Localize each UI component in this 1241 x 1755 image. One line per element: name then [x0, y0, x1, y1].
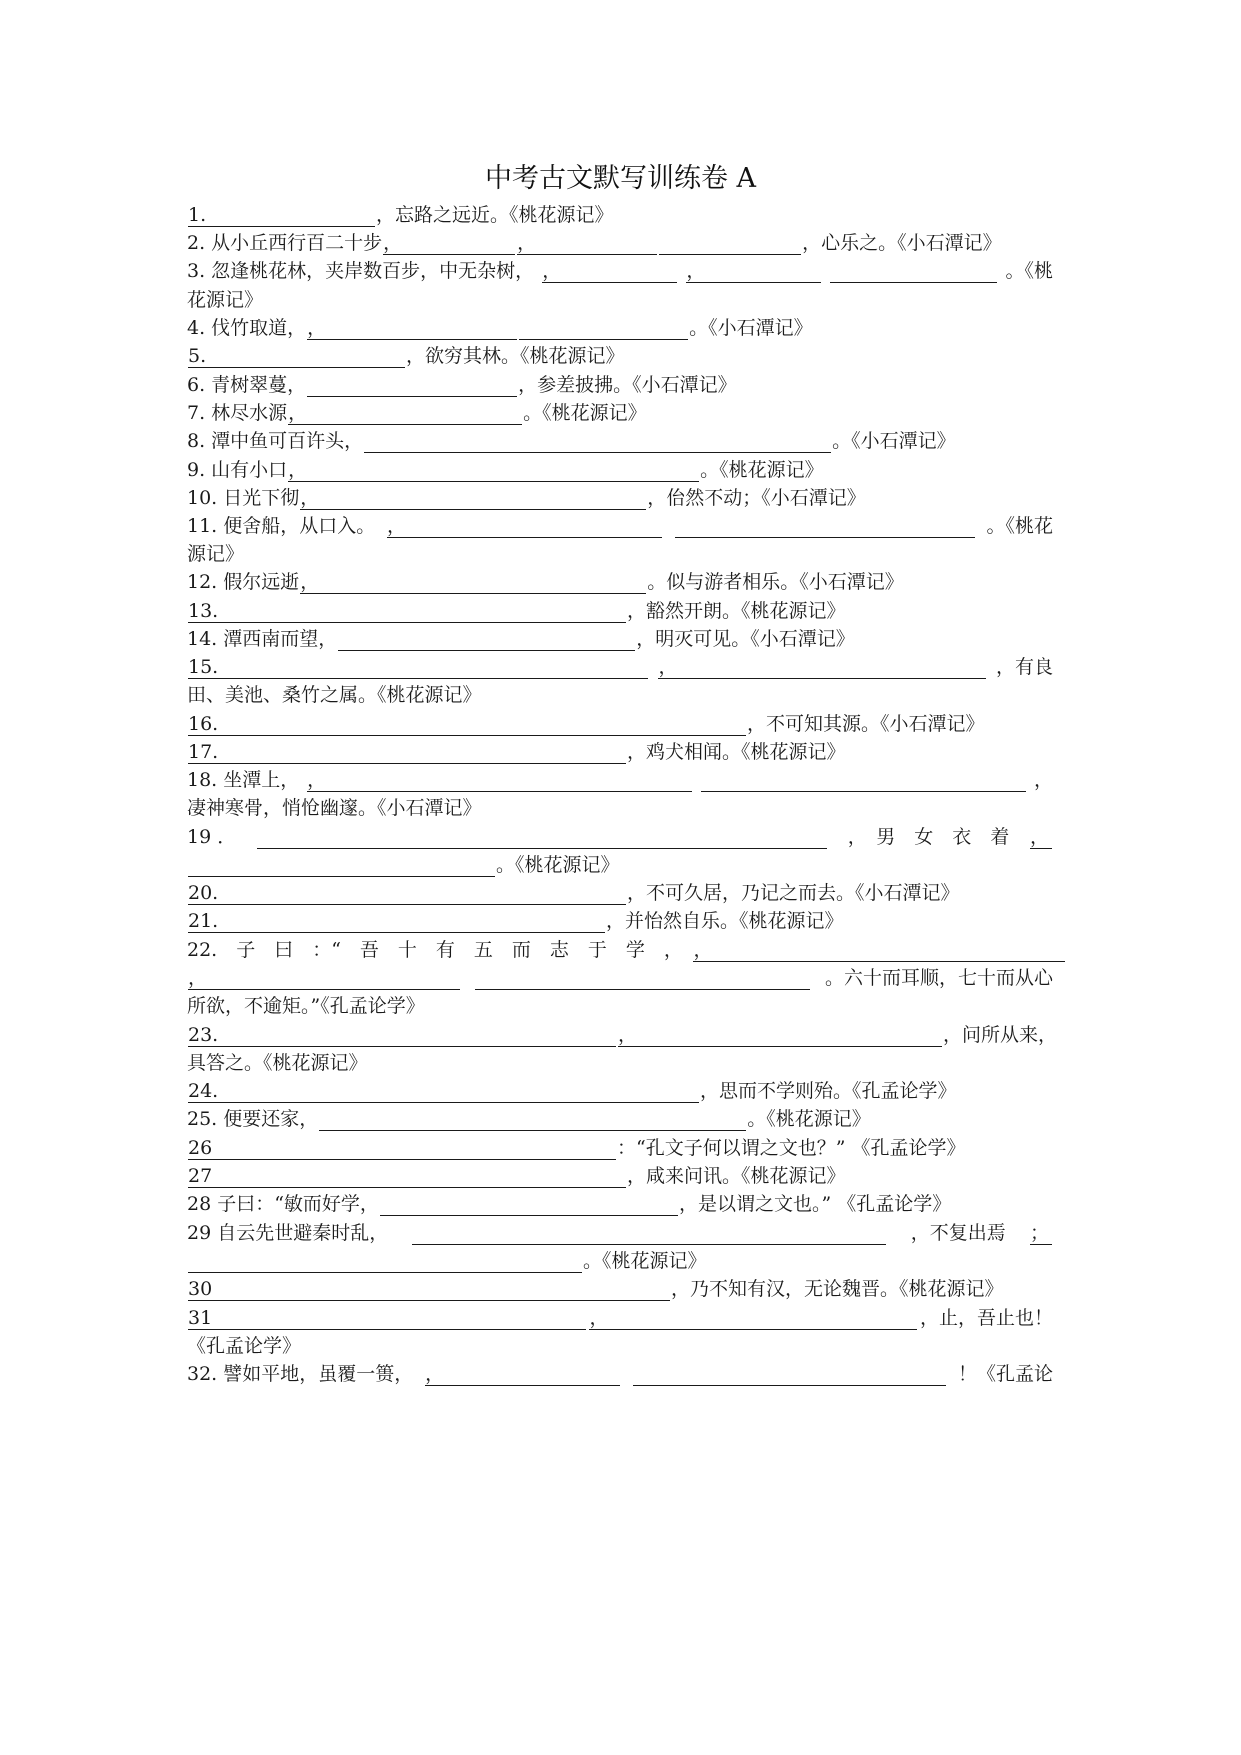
answer-blank	[380, 1193, 678, 1216]
line-text: 2. 从小丘西行百二十步	[187, 232, 383, 254]
exercise-line	[187, 455, 1053, 486]
line-text: 29 自云先世避秦时乱，	[187, 1222, 389, 1244]
answer-blank: 23.	[188, 1024, 616, 1047]
line-text: 10. 日光下彻	[187, 487, 300, 509]
answer-blank: 24.	[188, 1080, 699, 1103]
line-text: 。《桃花源记》	[523, 402, 647, 424]
line-text: ，参差披拂。《小石潭记》	[518, 374, 737, 396]
line-text: ！《孔孟论	[957, 1363, 1053, 1385]
exercise-line	[187, 906, 1053, 937]
exercise-line	[187, 935, 1053, 966]
answer-blank: 17.	[188, 741, 626, 764]
answer-blank: 13.	[188, 600, 626, 623]
exercise-line	[187, 680, 1053, 711]
answer-blank	[830, 260, 997, 283]
line-text: 22. 子 曰 ：“ 吾 十 有 五 而 志 于 学 ，	[187, 939, 693, 961]
answer-blank	[519, 317, 688, 340]
line-text: 。《桃花源记》	[496, 854, 620, 876]
line-text: 7. 林尽水源	[187, 402, 288, 424]
answer-blank: ，	[307, 317, 517, 340]
exercise-line	[187, 1274, 1053, 1305]
answer-blank: ，	[288, 402, 522, 425]
line-text: 3. 忽逢桃花林，夹岸数百步，中无杂树，	[187, 260, 535, 282]
line-text: ，有良	[995, 656, 1053, 678]
line-text: ，豁然开朗。《桃花源记》	[627, 600, 846, 622]
line-text: ，并怡然自乐。《桃花源记》	[606, 910, 844, 932]
exercise-line	[187, 256, 1053, 287]
line-text: 14. 潭西南而望，	[187, 628, 338, 650]
answer-blank: 16.	[188, 713, 746, 736]
answer-blank: 27	[188, 1165, 626, 1188]
exercise-line	[187, 1303, 1053, 1334]
line-text: ，不可久居，乃记之而去。《小石潭记》	[627, 882, 960, 904]
line-text: ，明灭可见。《小石潭记》	[636, 628, 855, 650]
answer-blank: ，	[300, 571, 646, 594]
answer-blank: ，	[425, 1363, 620, 1386]
exercise-line	[187, 1331, 1053, 1362]
line-text: 所欲，不逾矩。”《孔孟论学》	[187, 995, 425, 1017]
exercise-line	[187, 1359, 1053, 1390]
answer-blank	[364, 430, 831, 453]
line-text: 。《桃花源记》	[583, 1250, 707, 1272]
exercise-line	[187, 426, 1053, 457]
exercise-line	[187, 765, 1053, 796]
exercise-line	[187, 398, 1053, 429]
exercise-line	[187, 652, 1053, 683]
exercise-line	[187, 624, 1053, 655]
line-text: 《孔孟论学》	[187, 1335, 302, 1357]
exercise-line	[187, 1048, 1053, 1079]
exercise-line	[187, 228, 1053, 259]
exercise-line	[187, 596, 1053, 627]
line-text: ，思而不学则殆。《孔孟论学》	[700, 1080, 957, 1102]
answer-blank: ，	[188, 967, 460, 990]
answer-blank: ，	[589, 1307, 917, 1330]
answer-blank: ，	[288, 459, 699, 482]
answer-blank: 1.	[188, 204, 375, 227]
line-text: 花源记》	[187, 289, 264, 311]
line-text: ，乃不知有汉，无论魏晋。《桃花源记》	[671, 1278, 1004, 1300]
answer-blank	[412, 1222, 886, 1245]
exercise-line	[187, 1133, 1053, 1164]
exercise-line	[187, 793, 1053, 824]
answer-blank: ，	[307, 769, 692, 792]
exercise-line	[187, 539, 1053, 570]
answer-blank: ，	[1030, 826, 1052, 849]
answer-blank: ，	[387, 515, 662, 538]
answer-blank	[338, 628, 635, 651]
answer-blank: ，	[300, 487, 646, 510]
line-text: 。《桃花	[986, 515, 1053, 537]
line-text: ，不复出焉	[910, 1222, 1006, 1244]
line-text: 11. 便舍船，从口入。	[187, 515, 376, 537]
line-text: ，是以谓之文也。” 《孔孟论学》	[678, 1193, 952, 1215]
answer-blank	[319, 1108, 746, 1131]
line-text: 。似与游者相乐。《小石潭记》	[647, 571, 904, 593]
exercise-line	[187, 709, 1053, 740]
exercise-line	[187, 991, 1053, 1022]
answer-blank	[188, 1250, 582, 1273]
exercise-line	[187, 370, 1053, 401]
answer-blank: 26	[188, 1137, 616, 1160]
answer-blank: ，	[693, 939, 1065, 962]
line-text: ：“孔文子何以谓之文也？” 《孔孟论学》	[617, 1137, 966, 1159]
line-text: 9. 山有小口	[187, 459, 288, 481]
answer-blank	[701, 769, 1026, 792]
exercise-line	[187, 1020, 1058, 1051]
line-text: 凄神寒骨，悄怆幽邃。《小石潭记》	[187, 797, 482, 819]
line-text: ，不可知其源。《小石潭记》	[747, 713, 985, 735]
line-text: 。《桃	[1005, 260, 1053, 282]
answer-blank	[675, 515, 975, 538]
line-text: ，欲穷其林。《桃花源记》	[406, 345, 625, 367]
answer-blank: ，	[542, 260, 677, 283]
exercise-line	[187, 313, 1053, 344]
line-text: 田、美池、桑竹之属。《桃花源记》	[187, 684, 482, 706]
line-text: ，咸来问讯。《桃花源记》	[627, 1165, 846, 1187]
line-text: ， 男 女 衣 着	[847, 826, 1010, 848]
answer-blank	[475, 967, 810, 990]
page-title: 中考古文默写训练卷 A	[484, 163, 757, 194]
answer-blank	[188, 854, 495, 877]
answer-blank	[659, 232, 801, 255]
exercise-line	[187, 1246, 1053, 1277]
exercise-line	[187, 850, 1053, 881]
exercise-line	[187, 1104, 1053, 1135]
line-text: 源记》	[187, 543, 245, 565]
line-text: 18. 坐潭上，	[187, 769, 300, 791]
answer-blank: 21.	[188, 910, 605, 933]
line-text: 28 子曰：“敏而好学，	[187, 1193, 379, 1215]
line-text: 。《桃花源记》	[747, 1108, 871, 1130]
exercise-line	[187, 1218, 1053, 1249]
line-text: 。六十而耳顺，七十而从心	[824, 967, 1053, 989]
line-text: ，鸡犬相闻。《桃花源记》	[627, 741, 846, 763]
answer-blank	[307, 374, 517, 397]
line-text: 32. 譬如平地，虽覆一篑，	[187, 1363, 414, 1385]
answer-blank: 15.	[188, 656, 648, 679]
line-text: ，心乐之。《小石潭记》	[802, 232, 1002, 254]
exercise-line	[187, 1189, 1053, 1220]
exercise-line	[187, 341, 1053, 372]
line-text: ，佁然不动；《小石潭记》	[647, 487, 866, 509]
line-text: 8. 潭中鱼可百许头，	[187, 430, 364, 452]
exercise-line	[187, 483, 1053, 514]
exercise-line	[187, 1161, 1053, 1192]
answer-blank: ，	[686, 260, 821, 283]
answer-blank	[257, 826, 827, 849]
answer-blank: 5.	[188, 345, 405, 368]
line-text: ，问所从来，	[943, 1024, 1058, 1046]
exercise-line	[187, 511, 1053, 542]
answer-blank: ；	[1030, 1222, 1052, 1245]
answer-blank: 30	[188, 1278, 670, 1301]
line-text: ，忘路之远近。《桃花源记》	[376, 204, 614, 226]
exercise-line	[187, 963, 1053, 994]
line-text: 12. 假尔远逝	[187, 571, 300, 593]
exercise-line	[187, 200, 1053, 231]
line-text: 19 ．	[187, 826, 237, 848]
exercise-line	[187, 285, 1053, 316]
line-text: 具答之。《桃花源记》	[187, 1052, 368, 1074]
answer-blank: ，	[383, 232, 515, 255]
line-text: ，止，吾止也！	[919, 1307, 1053, 1329]
answer-blank: 31	[188, 1307, 586, 1330]
line-text: 。《小石潭记》	[689, 317, 813, 339]
line-text: 4. 伐竹取道，	[187, 317, 307, 339]
answer-blank: ，	[517, 232, 657, 255]
line-text: 。《小石潭记》	[832, 430, 956, 452]
exercise-line	[187, 878, 1053, 909]
line-text: 6. 青树翠蔓，	[187, 374, 307, 396]
exercise-line	[187, 822, 1053, 853]
line-text: 。《桃花源记》	[700, 459, 824, 481]
answer-blank	[633, 1363, 946, 1386]
line-text: ，	[1033, 769, 1053, 791]
exercise-line	[187, 567, 1053, 598]
line-text: 25. 便要还家，	[187, 1108, 319, 1130]
answer-blank: ，	[658, 656, 986, 679]
answer-blank: 20.	[188, 882, 626, 905]
exercise-line	[187, 737, 1053, 768]
exercise-line	[187, 1076, 1053, 1107]
answer-blank: ，	[618, 1024, 942, 1047]
